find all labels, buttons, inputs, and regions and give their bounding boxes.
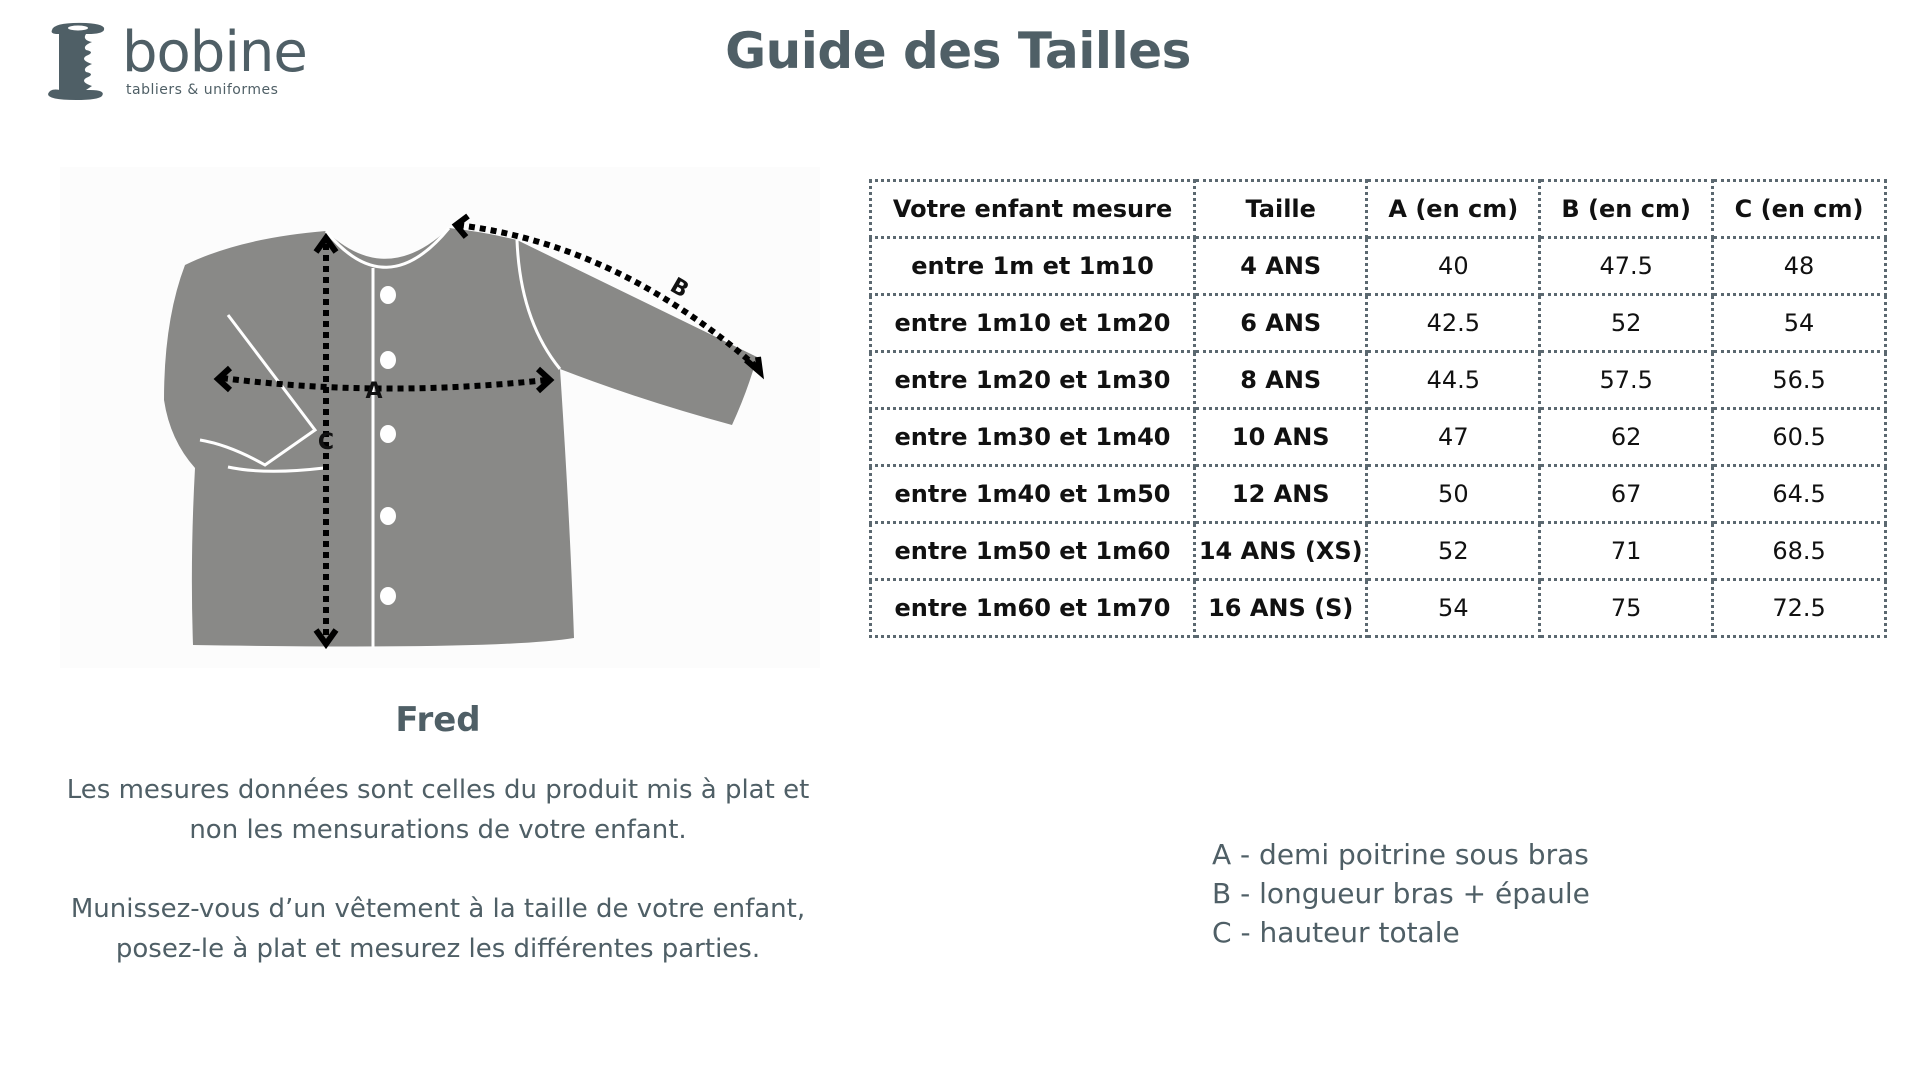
cell-height: entre 1m60 et 1m70 <box>871 580 1195 637</box>
brand-name: bobine <box>122 20 307 85</box>
cell-c: 68.5 <box>1713 523 1886 580</box>
cell-c: 48 <box>1713 238 1886 295</box>
note-line: posez-le à plat et mesurez les différentes parties. <box>115 934 761 964</box>
legend-item-c: C - hauteur totale <box>1212 916 1460 949</box>
header-c: C (en cm) <box>1713 181 1886 238</box>
cell-a: 47 <box>1367 409 1540 466</box>
cell-b: 67 <box>1540 466 1713 523</box>
label-c: C <box>317 430 335 455</box>
cell-c: 60.5 <box>1713 409 1886 466</box>
cell-size: 8 ANS <box>1195 352 1367 409</box>
cell-c: 54 <box>1713 295 1886 352</box>
cell-height: entre 1m20 et 1m30 <box>871 352 1195 409</box>
cell-size: 14 ANS (XS) <box>1195 523 1367 580</box>
legend-item-b: B - longueur bras + épaule <box>1212 877 1590 910</box>
cell-b: 52 <box>1540 295 1713 352</box>
note-line: non les mensurations de votre enfant. <box>189 815 687 845</box>
table-row <box>871 409 1886 466</box>
garment-illustration <box>60 167 820 668</box>
cell-size: 4 ANS <box>1195 238 1367 295</box>
cell-height: entre 1m et 1m10 <box>871 238 1195 295</box>
cell-b: 62 <box>1540 409 1713 466</box>
note-line: Munissez-vous d’un vêtement à la taille de votre enfant, <box>70 894 806 924</box>
cell-b: 75 <box>1540 580 1713 637</box>
page-title-text: Guide des Tailles <box>725 22 1191 80</box>
measurement-legend <box>1212 835 1590 952</box>
cell-b: 71 <box>1540 523 1713 580</box>
cell-size: 10 ANS <box>1195 409 1367 466</box>
cell-size: 12 ANS <box>1195 466 1367 523</box>
cell-size: 16 ANS (S) <box>1195 580 1367 637</box>
cell-height: entre 1m50 et 1m60 <box>871 523 1195 580</box>
table-row <box>871 295 1886 352</box>
cell-a: 50 <box>1367 466 1540 523</box>
label-b: B <box>665 273 693 304</box>
cell-height: entre 1m10 et 1m20 <box>871 295 1195 352</box>
table-row <box>871 352 1886 409</box>
cell-c: 56.5 <box>1713 352 1886 409</box>
cell-a: 40 <box>1367 238 1540 295</box>
brand-tagline: tabliers & uniformes <box>126 82 279 98</box>
label-a: A <box>365 379 383 404</box>
cell-a: 52 <box>1367 523 1540 580</box>
cell-c: 64.5 <box>1713 466 1886 523</box>
cell-a: 44.5 <box>1367 352 1540 409</box>
page-title <box>0 22 1920 80</box>
product-name: Fred <box>395 700 481 740</box>
cell-a: 54 <box>1367 580 1540 637</box>
measuring-instructions <box>20 889 856 969</box>
size-table <box>869 179 1887 638</box>
table-row <box>871 238 1886 295</box>
cell-b: 47.5 <box>1540 238 1713 295</box>
cell-b: 57.5 <box>1540 352 1713 409</box>
cell-a: 42.5 <box>1367 295 1540 352</box>
header-size: Taille <box>1195 181 1367 238</box>
table-row <box>871 580 1886 637</box>
table-header-row <box>871 181 1886 238</box>
cell-height: entre 1m30 et 1m40 <box>871 409 1195 466</box>
header-a: A (en cm) <box>1367 181 1540 238</box>
garment-diagram <box>60 167 820 668</box>
header-height: Votre enfant mesure <box>871 181 1195 238</box>
legend-item-a: A - demi poitrine sous bras <box>1212 838 1589 871</box>
cell-size: 6 ANS <box>1195 295 1367 352</box>
measurement-note <box>20 770 856 850</box>
cell-height: entre 1m40 et 1m50 <box>871 466 1195 523</box>
cell-c: 72.5 <box>1713 580 1886 637</box>
note-line: Les mesures données sont celles du produit mis à plat et <box>66 775 810 805</box>
header-b: B (en cm) <box>1540 181 1713 238</box>
table-row <box>871 466 1886 523</box>
table-row <box>871 523 1886 580</box>
